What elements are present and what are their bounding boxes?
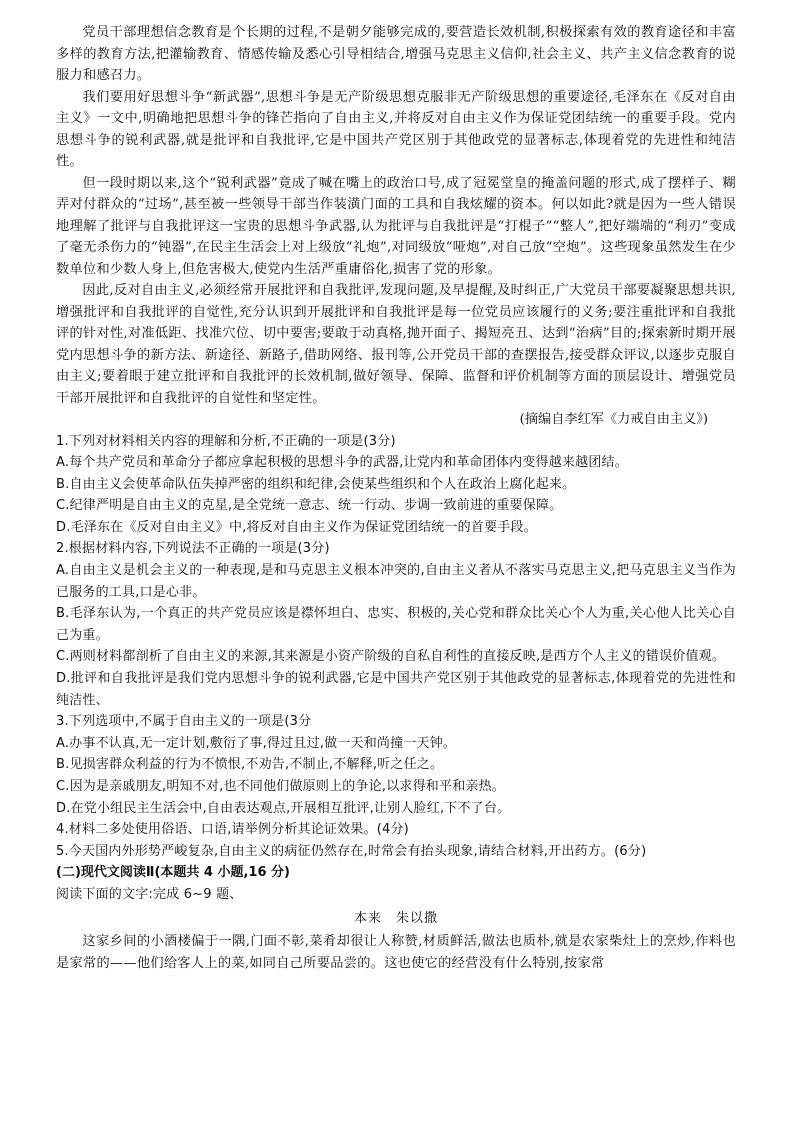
story-author: 朱以撒 bbox=[396, 910, 439, 926]
option-b: B.自由主义会使革命队伍失掉严密的组织和纪律,会使某些组织和个人在政治上腐化起来。 bbox=[56, 476, 576, 492]
option-d: D.毛泽东在《反对自由主义》中,将反对自由主义作为保证党团结统一的首要手段。 bbox=[56, 519, 537, 535]
option-a: A.办事不认真,无一定计划,敷衍了事,得过且过,做一天和尚撞一天钟。 bbox=[56, 735, 457, 751]
question-5: 5.今天国内外形势严峻复杂,自由主义的病征仍然存在,时常会有抬头现象,请结合材料,开出药方。(6分) bbox=[56, 843, 647, 859]
option-d: D.在党小组民主生活会中,自由表达观点,开展相互批评,让别人脸红,下不了台。 bbox=[56, 800, 511, 816]
question-stem: 1.下列对材料相关内容的理解和分析,不正确的一项是(3分) bbox=[56, 433, 396, 449]
option-b: B.毛泽东认为,一个真正的共产党员应该是襟怀坦白、忠实、积极的,关心党和群众比关心个人为重,关心他人比关心自己为重。 bbox=[56, 606, 736, 643]
question-1 bbox=[56, 431, 736, 539]
option-b: B.见损害群众利益的行为不愤恨,不劝告,不制止,不解释,听之任之。 bbox=[56, 757, 444, 773]
question-2 bbox=[56, 538, 736, 711]
story-paragraph: 这家乡间的小酒楼偏于一隅,门面不彰,菜肴却很让人称赞,材质鲜活,做法也质朴,就是农家柴灶上的烹炒,作料也是家常的——他们给客人上的菜,如同自己所要品尝的。这也使它的经营没有什么特别,按家常 bbox=[56, 934, 736, 971]
option-a: A.自由主义是机会主义的一种表现,是和马克思主义根本冲突的,自由主义者从不落实马克思主义,把马克思主义当作为已服务的工具,口是心非。 bbox=[56, 563, 736, 600]
story-title: 本来 bbox=[353, 910, 382, 926]
section-instruction: 阅读下面的文字:完成 6~9 题、 bbox=[56, 886, 243, 902]
option-c: C.纪律严明是自由主义的克星,是全党统一意志、统一行动、步调一致前进的重要保障。 bbox=[56, 498, 563, 514]
section-heading: (二)现代文阅读Ⅱ(本题共 4 小题,16 分) bbox=[56, 865, 290, 881]
question-4: 4.材料二多处使用俗语、口语,请举例分析其论证效果。(4分) bbox=[56, 822, 409, 838]
passage-paragraph: 我们要用好思想斗争“新武器”,思想斗争是无产阶级思想克服非无产阶级思想的重要途径,毛泽东在《反对自由主义》一文中,明确地把思想斗争的锋芒指向了自由主义,并将反对自由主义作为保证党团结统一的重要手段。党内思想斗争的锐利武器,就是批评和自我批评,它是中国共产党区别于其他政党的显著标志,体现着党的先进性和纯洁性。 bbox=[56, 89, 736, 169]
passage-paragraph: 因此,反对自由主义,必须经常开展批评和自我批评,发现问题,及早提醒,及时纠正,广大党员干部要凝聚思想共识,增强批评和自我批评的自觉性,充分认识到开展批评和自我批评是每一位党员应该履行的义务;要注重批评和自我批评的针对性,对准低距、找准穴位、切中要害;要敢于动真格,抛开面子、揭短亮丑、达到“治病”目的;探索新时期开展党内思想斗争的新方法、新途径、新路子,借助网络、报刊等,公开党员干部的查摆报告,接受群众评议,以逐步克服自由主义;要着眼于建立批评和自我批评的长效机制,做好领导、保障、监督和评价机制等方面的顶层设计、增强党员干部开展批评和自我批评的自觉性和坚定性。 bbox=[56, 283, 736, 406]
question-stem: 2.根据材料内容,下列说法不正确的一项是(3分) bbox=[56, 541, 330, 557]
option-c: C.两则材料都剖析了自由主义的来源,其来源是小资产阶级的自私自利性的直接反映,是西方个人主义的错误价值观。 bbox=[56, 649, 726, 665]
passage-source: (摘编自李红军《力戒自由主义》) bbox=[519, 412, 708, 427]
question-stem: 3.下列选项中,不属于自由主义的一项是(3分 bbox=[56, 714, 312, 730]
story-title-line bbox=[56, 908, 736, 930]
question-3 bbox=[56, 711, 736, 819]
exam-page bbox=[56, 22, 736, 974]
section-two bbox=[56, 862, 736, 974]
option-a: A.每个共产党员和革命分子都应拿起积极的思想斗争的武器,让党内和革命团体内变得越来越团结。 bbox=[56, 455, 628, 471]
passage-one bbox=[56, 22, 736, 431]
option-d: D.批评和自我批评是我们党内思想斗争的锐利武器,它是中国共产党区别于其他政党的显著标志,体现着党的先进性和纯洁性、 bbox=[56, 671, 736, 708]
passage-paragraph: 但一段时期以来,这个“锐利武器”竟成了喊在嘴上的政治口号,成了冠冕堂皇的掩盖问题的形式,成了摆样子、糊弄对付群众的“过场”,甚至被一些领导干部当作装潢门面的工具和自我炫耀的资本。何以如此?就是因为一些人错误地理解了批评与自我批评这一宝贵的思想斗争武器,认为批评与自我批评是“打棍子”“整人”,把好端端的“利刃”变成了毫无杀伤力的“钝器”,在民主生活会上对上级放“礼炮”,对同级放“哑炮”,对自己放“空炮”。这些现象虽然发生在少数单位和少数人身上,但危害极大,使党内生活严重庸俗化,损害了党的形象。 bbox=[56, 175, 736, 277]
option-c: C.因为是亲戚朋友,明知不对,也不同他们做原则上的争论,以求得和平和亲热。 bbox=[56, 779, 506, 794]
passage-paragraph: 党员干部理想信念教育是个长期的过程,不是朝夕能够完成的,要营造长效机制,积极探索有效的教育途径和丰富多样的教育方法,把灌输教育、情感传输及悉心引导相结合,增强马克思主义信仰,社会主义、共产主义信念教育的说服力和感召力。 bbox=[56, 25, 736, 83]
